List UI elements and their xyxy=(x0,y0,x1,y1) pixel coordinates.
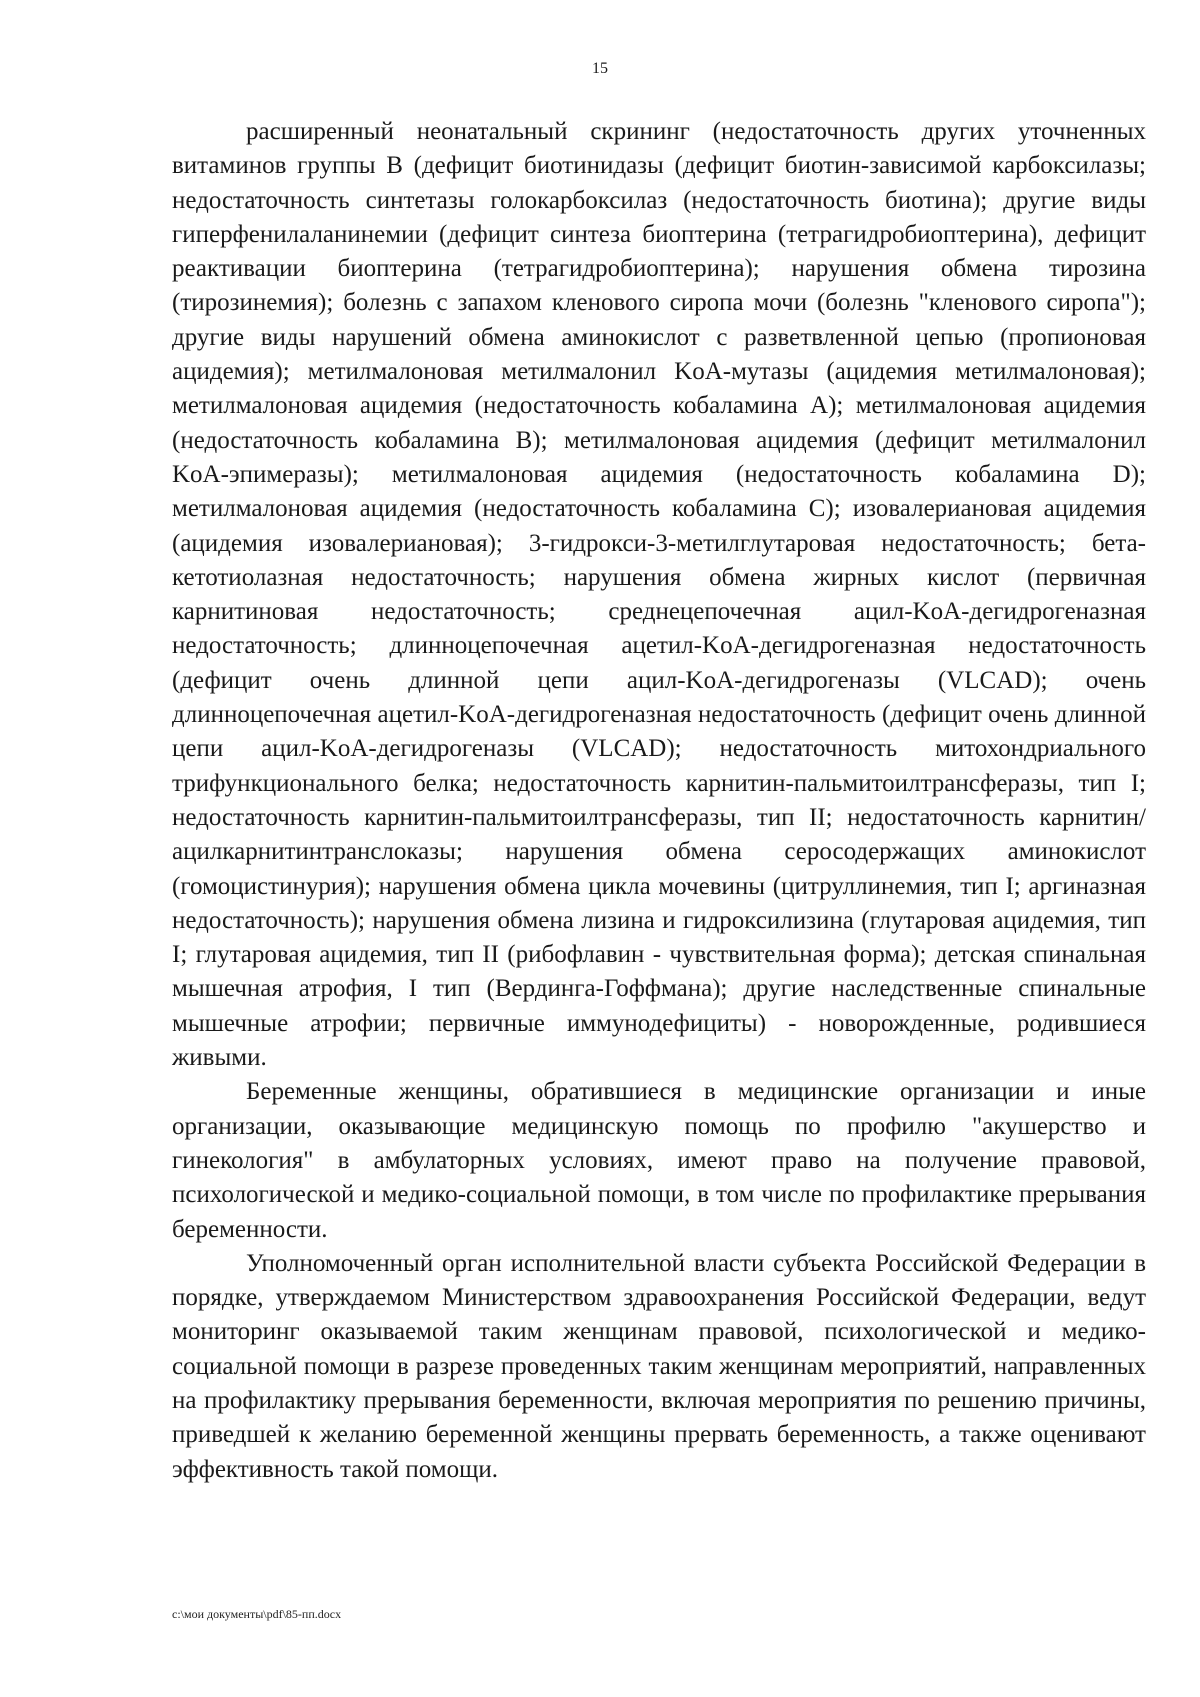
page-number: 15 xyxy=(592,60,608,77)
footer-file-path: c:\мои документы\pdf\85-пп.docx xyxy=(172,1607,342,1621)
paragraph-screening-list: расширенный неонатальный скрининг (недостаточность других уточненных витаминов группы B (дефицит биотинидазы (дефицит биотин-зависимой карбоксилазы; недостаточность синтетазы голокарбоксилаз (недостаточность биотина); другие виды гиперфенилаланинемии (дефицит синтеза биоптерина (тетрагидробиоптерина), дефицит реактивации биоптерина (тетрагидробиоптерина); нарушения обмена тирозина (тирозинемия); болезнь с запахом кленового сиропа мочи (болезнь "кленового сиропа"); другие виды нарушений обмена аминокислот с разветвленной цепью (пропионовая ацидемия); метилмалоновая метилмалонил KoA-мутазы (ацидемия метилмалоновая); метилмалоновая ацидемия (недостаточность кобаламина A); метилмалоновая ацидемия (недостаточность кобаламина B); метилмалоновая ацидемия (дефицит метилмалонил KoA-эпимеразы); метилмалоновая ацидемия (недостаточность кобаламина D); метилмалоновая ацидемия (недостаточность кобаламина C); изовалериановая ацидемия (ацидемия изовалериановая); 3-гидрокси-3-метилглутаровая недостаточность; бета-кетотиолазная недостаточность; нарушения обмена жирных кислот (первичная карнитиновая недостаточность; среднецепочечная ацил-KoA-дегидрогеназная недостаточность; длинноцепочечная ацетил-KoA-дегидрогеназная недостаточность (дефицит очень длинной цепи ацил-KoA-дегидрогеназы (VLCAD); очень длинноцепочечная ацетил-KoA-дегидрогеназная недостаточность (дефицит очень длинной цепи ацил-KoA-дегидрогеназы (VLCAD); недостаточность митохондриального трифункционального белка; недостаточность карнитин-пальмитоилтрансферазы, тип I; недостаточность карнитин-пальмитоилтрансферазы, тип II; недостаточность карнитин/ацилкарнитинтранслоказы; нарушения обмена серосодержащих аминокислот (гомоцистинурия); нарушения обмена цикла мочевины (цитруллинемия, тип I; аргиназная недостаточность); нарушения обмена лизина и гидроксилизина (глутаровая ацидемия, тип I; глутаровая ацидемия, тип II (рибофлавин - чувствительная форма); детская спинальная мышечная атрофия, I тип (Вердинга-Гоффмана); другие наследственные спинальные мышечные атрофии; первичные иммунодефициты) - новорожденные, родившиеся живыми. xyxy=(172,118,1146,1072)
paragraph-monitoring: Уполномоченный орган исполнительной власти субъекта Российской Федерации в порядке, утверждаемом Министерством здравоохранения Российской Федерации, ведут мониторинг оказываемой таким женщинам правовой, психологической и медико-социальной помощи в разрезе проведенных таким женщинам мероприятий, направленных на профилактику прерывания беременности, включая мероприятия по решению причины, приведшей к желанию беременной женщины прервать беременность, а также оценивают эффективность такой помощи. xyxy=(172,1249,1146,1483)
document-body xyxy=(172,115,1146,1487)
paragraph-pregnant-women-rights: Беременные женщины, обратившиеся в медицинские организации и иные организации, оказывающие медицинскую помощь по профилю "акушерство и гинекология" в амбулаторных условиях, имеют право на получение правовой, психологической и медико-социальной помощи, в том числе по профилактике прерывания беременности. xyxy=(172,1078,1146,1243)
